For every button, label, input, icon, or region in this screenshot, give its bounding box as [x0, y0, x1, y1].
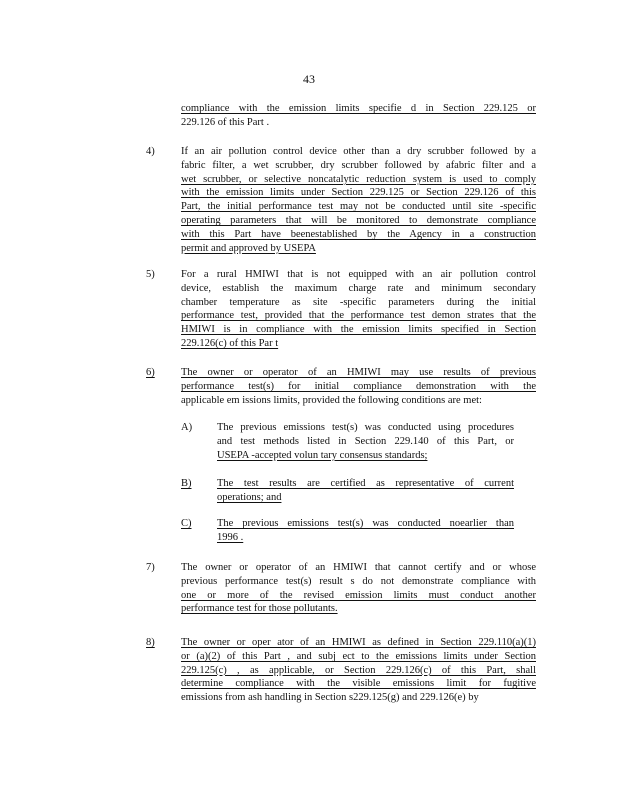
- item-number: 4): [146, 146, 155, 157]
- line-text: chamber temperature as site -specific parameters during the initial: [181, 296, 536, 308]
- line-text: The previous emissions test(s) was conducted using procedures: [217, 422, 514, 433]
- text-line: [181, 636, 536, 649]
- text-line: [181, 116, 536, 129]
- text-line: [217, 491, 514, 504]
- text-line: [181, 309, 536, 322]
- underlined-text: operations; and: [217, 491, 282, 503]
- text-line: [181, 394, 536, 407]
- text-line: [181, 296, 536, 309]
- text-line: [181, 380, 536, 393]
- underlined-text: HMIWI is in compliance with the emission limits specified in Section: [181, 324, 536, 336]
- text-line: [181, 214, 536, 227]
- item-number: B): [181, 478, 192, 489]
- text-line: [217, 435, 514, 448]
- line-text: fabric filter, a wet scrubber, dry scrubber followed by afabric filter and a: [181, 159, 536, 171]
- text-line: [181, 691, 536, 704]
- text-line: [181, 575, 536, 588]
- text-line: [217, 449, 514, 462]
- line-text: If an air pollution control device other than a dry scrubber followed by a: [181, 146, 536, 157]
- page-number: 43: [303, 72, 315, 86]
- item-number: 8): [146, 637, 155, 648]
- text-line: [181, 145, 536, 158]
- line-text: device, establish the maximum charge rate and minimum secondary: [181, 282, 536, 294]
- text-line: [181, 650, 536, 663]
- text-line: [181, 186, 536, 199]
- underlined-text: with this Part have beenestablished by the Agency in a construction: [181, 228, 536, 240]
- line-text: previous performance test(s) result s do not demonstrate compliance with: [181, 575, 536, 587]
- underlined-text: 229.125(c) , as applicable, or Section 229.126(c) of this Part, shall: [181, 664, 536, 676]
- text-line: [181, 561, 536, 574]
- text-line: [181, 282, 536, 295]
- text-line: [181, 268, 536, 281]
- line-text: applicable em issions limits, provided the following conditions are met:: [181, 394, 482, 406]
- text-line: [217, 531, 514, 544]
- line-text: For a rural HMIWI that is not equipped with an air pollution control: [181, 269, 536, 280]
- text-line: [181, 323, 536, 336]
- text-line: [181, 102, 536, 115]
- text-line: [217, 477, 514, 490]
- underlined-text: The test results are certified as representative of current: [217, 478, 514, 489]
- underlined-text: performance test for those pollutants.: [181, 603, 338, 615]
- text-line: [181, 366, 536, 379]
- underlined-text: with the emission limits under Section 229.125 or Section 229.126 of this: [181, 187, 536, 199]
- text-line: [181, 242, 536, 255]
- text-line: [181, 159, 536, 172]
- line-text: 229.126 of this Part .: [181, 117, 270, 128]
- item-number: C): [181, 518, 192, 529]
- underlined-text: The owner or operator of an HMIWI may use results of previous: [181, 367, 536, 378]
- underlined-text: The owner or oper ator of an HMIWI as defined in Section 229.110(a)(1): [181, 637, 536, 648]
- text-line: [181, 228, 536, 241]
- underlined-text: wet scrubber, or selective noncatalytic reduction system is used to comply: [181, 173, 536, 185]
- underlined-text: one or more of the revised emission limits must conduct another: [181, 589, 536, 601]
- underlined-text: operating parameters that will be monitored to demonstrate compliance: [181, 215, 536, 226]
- underlined-text: performance test, provided that the performance test demon strates that the: [181, 310, 536, 322]
- underlined-text: compliance with the emission limits specifie d in Section 229.125 or: [181, 103, 536, 114]
- underlined-text: Part, the initial performance test may not be conducted until site -specific: [181, 201, 536, 213]
- text-line: [181, 602, 536, 615]
- item-number: 6): [146, 367, 155, 378]
- underlined-text: permit and approved by USEPA: [181, 242, 316, 254]
- underlined-text: or (a)(2) of this Part , and subj ect to the emissions limits under Section: [181, 650, 536, 662]
- text-line: [181, 589, 536, 602]
- text-line: [217, 421, 514, 434]
- line-text: The owner or operator of an HMIWI that cannot certify and or whose: [181, 562, 536, 573]
- text-line: [181, 200, 536, 213]
- text-line: [181, 677, 536, 690]
- line-text: and test methods listed in Section 229.140 of this Part, or: [217, 435, 514, 447]
- item-number: A): [181, 422, 193, 433]
- item-number: 5): [146, 269, 155, 280]
- underlined-text: 229.126(c) of this Par t: [181, 338, 279, 349]
- text-line: [181, 173, 536, 186]
- underlined-text: performance test(s) for initial compliance demonstration with the: [181, 380, 536, 392]
- line-text: emissions from ash handling in Section s229.125(g) and 229.126(e) by: [181, 692, 479, 704]
- text-line: [181, 664, 536, 677]
- underlined-text: USEPA -accepted volun tary consensus standards;: [217, 449, 428, 461]
- underlined-text: The previous emissions test(s) was conducted noearlier than: [217, 518, 514, 529]
- item-number: 7): [146, 562, 155, 573]
- underlined-text: 1996 .: [217, 531, 244, 543]
- text-line: [181, 337, 536, 350]
- underlined-text: determine compliance with the visible emissions limit for fugitive: [181, 678, 536, 690]
- text-line: [217, 517, 514, 530]
